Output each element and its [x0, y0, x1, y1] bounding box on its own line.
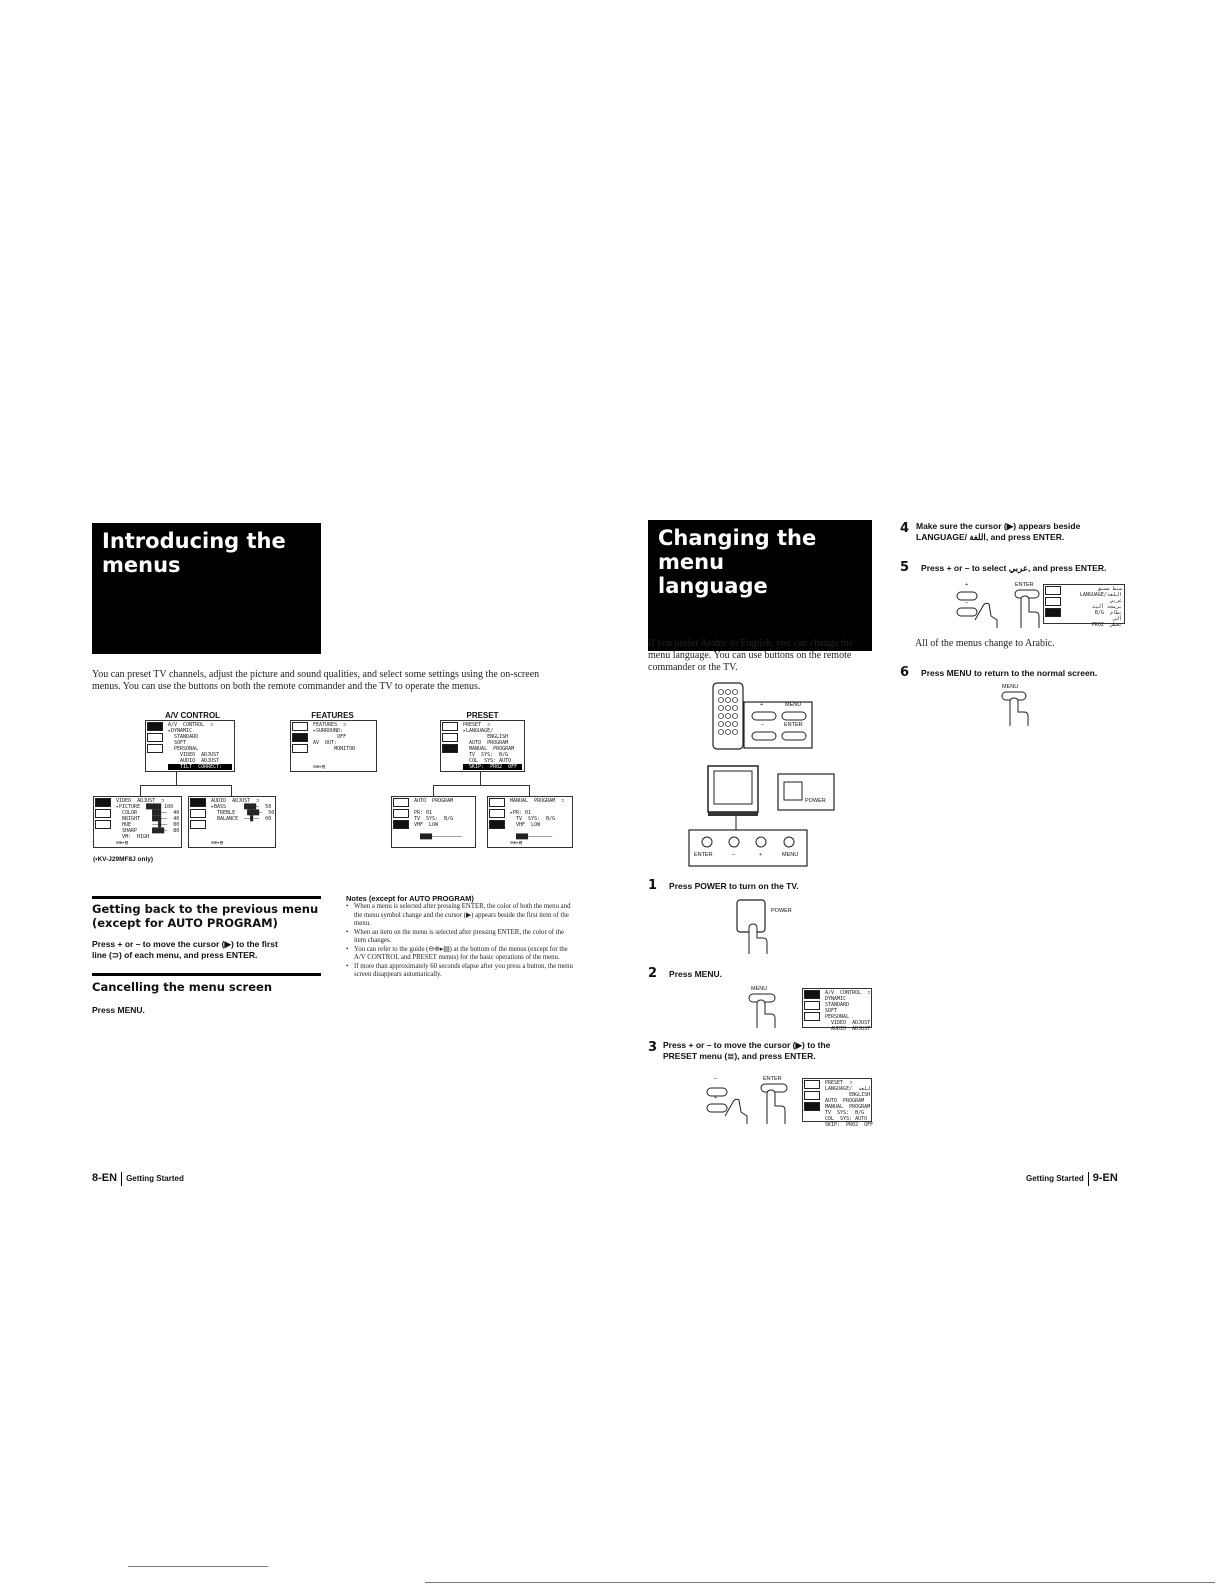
features-icon: [442, 733, 458, 742]
right-intro: [648, 638, 878, 674]
right-title-banner: [648, 520, 872, 651]
menu-title: PRESET ⊃: [463, 722, 491, 728]
label-features: FEATURES: [311, 711, 354, 720]
label-av-control: A/V CONTROL: [164, 711, 221, 720]
menu-video-adjust: [93, 796, 182, 848]
menu-title: ضبط مسبق: [1097, 586, 1122, 592]
preset-icon: [489, 820, 505, 829]
menu-item: ⊖⊕▸▤: [211, 840, 224, 846]
av-control-icon: [190, 798, 206, 807]
menu-title: A/V CONTROL ⊃: [168, 722, 214, 728]
menu-item: LANGUAGE/اللغة: [1079, 592, 1122, 598]
features-icon: [804, 1001, 820, 1010]
menu-item: ▸PR: 01: [510, 810, 532, 816]
features-icon: [489, 809, 505, 818]
bottom-scan-line-right: [425, 1582, 1215, 1583]
section1-body-line2: line (⊃) of each menu, and press ENTER.: [92, 950, 258, 960]
menu-item: TREBLE ████─ 50: [211, 810, 275, 816]
step-6-text: Press MENU to return to the normal screen.: [921, 668, 1098, 678]
menu-lines: [463, 722, 522, 770]
step-4-text-line1: Make sure the cursor (▶) appears beside: [916, 521, 1081, 531]
menu-item: TV SYS: B/G: [825, 1110, 865, 1116]
menu-item: HUE ──█── 00: [116, 822, 180, 828]
preset-icon: [804, 1012, 820, 1021]
menu-lines: [116, 798, 179, 846]
av-control-icon: [95, 798, 111, 807]
menu-item: BALANCE ──█── 00: [211, 816, 272, 822]
step-4-number: 4: [900, 521, 910, 536]
av-control-icon: [804, 1080, 820, 1089]
menu-item: VIDEO ADJUST: [825, 1020, 871, 1026]
menu-title: FEATURES ⊃: [313, 722, 347, 728]
menu-item: VM: HIGH: [116, 834, 150, 840]
step-2-illustration: [745, 986, 785, 1030]
notes-list: [346, 903, 576, 980]
step-4: [900, 521, 1140, 543]
menu-item: AUDIO ADJUST: [168, 758, 220, 764]
av-control-icon: [804, 990, 820, 999]
menu-item: عربي: [1109, 598, 1122, 604]
remote-illustration: [712, 682, 822, 752]
section2-rule: [92, 973, 321, 976]
menu-features: [290, 720, 377, 772]
menu-item: ENGLISH: [825, 1092, 871, 1098]
step-5: [900, 558, 1106, 576]
left-title-banner: [92, 523, 321, 654]
power-button-hand-icon: [735, 898, 775, 956]
step-5-minus-label: –: [965, 600, 969, 606]
menu-item: SKIP: PR02 OFF: [463, 764, 522, 770]
menu-item: OFF: [313, 734, 347, 740]
menu-item: SKIP: PR02 OFF: [825, 1122, 874, 1128]
connector-av-h: [140, 785, 232, 796]
menu-item: LANGUAGE/ اللغة: [825, 1086, 874, 1092]
menu-icon-column: [1045, 586, 1063, 619]
menu-icon-column: [442, 722, 460, 755]
menu-item: ⊖⊕▸▤: [116, 840, 129, 846]
features-icon: [804, 1091, 820, 1100]
menu-item: [414, 840, 473, 846]
step-5-illustration: [955, 582, 1045, 630]
section1-body: [92, 939, 332, 961]
step-1-number: 1: [648, 878, 658, 893]
step-3-text-line2: PRESET menu (≣), and press ENTER.: [663, 1051, 816, 1061]
menu-icon-column: [190, 798, 208, 831]
left-footer: [92, 1172, 184, 1186]
av-control-icon: [147, 722, 163, 731]
tv-plus-label: +: [759, 852, 763, 858]
menu-lines: [211, 798, 273, 846]
menu-title: AUDIO ADJUST ⊃: [211, 798, 260, 804]
note-item: • When a menu is selected after pressing ENTER, the color of both the menu and the menu symbol change and the cursor (▶) appears beside the first item of the menu.: [346, 903, 576, 929]
menu-item: MANUAL PROGRAM: [463, 746, 515, 752]
menu-manual-program: [487, 796, 573, 848]
preset-icon: [292, 744, 308, 753]
remote-menu-label: MENU: [785, 702, 802, 708]
step-3-menu: [802, 1078, 874, 1128]
step-2: [648, 964, 722, 982]
footer-divider: [1088, 1172, 1089, 1186]
step-4-text: [916, 521, 1140, 543]
menu-lines: [1066, 586, 1122, 628]
model-note: (•KV-J29MF8J only): [93, 856, 154, 863]
step-5-text: Press + or – to select عربي, and press ENTER.: [921, 563, 1107, 573]
menu-item: AV OUT:: [313, 740, 338, 746]
menu-item: COLOR ███── 40: [116, 810, 180, 816]
menu-item: AUTO PROGRAM: [825, 1098, 865, 1104]
step-1: [648, 876, 799, 894]
menu-item: ▸PICTURE █████ 100: [116, 804, 174, 810]
step-2-menu-label: MENU: [751, 986, 768, 992]
right-intro-line1: If you prefer Arabic to English, you can change the: [648, 638, 853, 649]
step-5-plus-label: +: [965, 582, 969, 588]
step-3-illustration: [705, 1076, 800, 1126]
step-6-illustration: [1000, 684, 1040, 728]
menu-button-hand-icon: [745, 986, 785, 1030]
notes-block: [346, 894, 576, 980]
menu-lines: [414, 798, 473, 846]
menu-item: VIDEO ADJUST: [168, 752, 220, 758]
menu-item: B/G نظام: [1094, 610, 1122, 616]
remote-enter-label: ENTER: [784, 722, 803, 728]
plus-minus-enter-hand-icon: [955, 582, 1045, 630]
menu-item: AUTO PROGRAM: [463, 740, 509, 746]
right-title-line2: language: [658, 574, 768, 598]
step-6: [900, 663, 1097, 681]
connector-av: [176, 772, 177, 785]
notes-title: Notes (except for AUTO PROGRAM): [346, 894, 474, 903]
menu-item: SOFT: [825, 1008, 838, 1014]
preset-icon: [190, 820, 206, 829]
menu-lines: [510, 798, 570, 846]
connector-preset-h: [433, 785, 530, 796]
menu-item: MONITOR: [313, 746, 356, 752]
menu-item: SHARP ████─ 80: [116, 828, 180, 834]
menu-item: BRIGHT ███── 40: [116, 816, 180, 822]
step-5-after-text: All of the menus change to Arabic.: [915, 638, 1055, 649]
menu-lines: [168, 722, 232, 770]
left-footer-section: Getting Started: [126, 1174, 184, 1184]
tv-illustration: [688, 764, 838, 870]
step-3: [648, 1040, 888, 1062]
label-preset: PRESET: [466, 711, 499, 720]
av-control-icon: [442, 722, 458, 731]
step-2-number: 2: [648, 966, 658, 981]
av-control-icon: [1045, 586, 1061, 595]
note-item: • If more than approximately 60 seconds elapse after you press a button, the menu screen disappears automatically.: [346, 963, 576, 980]
menu-item: TV SYS: B/G: [510, 816, 556, 822]
right-page-number: 9-EN: [1092, 1172, 1118, 1185]
menu-item: STANDARD: [168, 734, 199, 740]
menu-item: آلي: [1112, 616, 1122, 622]
features-icon: [190, 809, 206, 818]
left-title-line2: menus: [102, 553, 181, 577]
step-1-illustration: [735, 898, 805, 956]
menu-item: ▸LANGUAGE/: [463, 728, 494, 734]
remote-minus-label: –: [761, 722, 765, 728]
step-3-plus-label: +: [714, 1095, 718, 1101]
menu-item: ████────────: [510, 834, 553, 840]
step-6-menu-label: MENU: [1002, 684, 1019, 690]
menu-button-hand-icon: [1000, 684, 1040, 728]
step-3-text-line1: Press + or – to move the cursor (▶) to the: [663, 1040, 831, 1050]
preset-icon: [147, 744, 163, 753]
av-control-icon: [489, 798, 505, 807]
preset-icon: [95, 820, 111, 829]
menu-lines: [313, 722, 374, 770]
left-intro-line1: You can preset TV channels, adjust the picture and sound qualities, and select some settings using the on-screen: [92, 669, 540, 680]
menu-item: VHF LOW: [510, 822, 541, 828]
right-footer: [1026, 1172, 1118, 1186]
menu-icon-column: [292, 722, 310, 755]
note-item: • When an item on the menu is selected after pressing ENTER, the color of the item changes.: [346, 929, 576, 946]
menu-item: COL SYS: AUTO: [825, 1116, 868, 1122]
step-3-text: [663, 1040, 888, 1062]
menu-item: DYNAMIC: [825, 996, 847, 1002]
connector-preset: [480, 772, 481, 785]
preset-icon: [442, 744, 458, 753]
bottom-scan-line-left: [128, 1566, 268, 1567]
menu-lines: [825, 990, 869, 1032]
step-5-menu: [1043, 584, 1125, 628]
menu-title: AUTO PROGRAM: [414, 798, 454, 804]
menu-item: SOFT: [168, 740, 187, 746]
menu-lines: [825, 1080, 874, 1128]
menu-title: PRESET ⊃: [825, 1080, 853, 1086]
left-intro: [92, 669, 592, 693]
menu-title: MANUAL PROGRAM ⊃: [510, 798, 565, 804]
left-intro-line2: menus. You can use the buttons on both the remote commander and the TV to operate the menus.: [92, 681, 481, 692]
menu-item: ▸SURROUND:: [313, 728, 344, 734]
menu-item: MANUAL PROGRAM: [825, 1104, 871, 1110]
features-icon: [1045, 597, 1061, 606]
menu-icon-column: [804, 1080, 822, 1113]
section2-body: Press MENU.: [92, 1005, 145, 1015]
menu-auto-program: [391, 796, 476, 848]
tv-minus-label: –: [732, 852, 736, 858]
menu-item: STANDARD: [825, 1002, 850, 1008]
menu-item: VHF LOW: [414, 822, 439, 828]
right-intro-line2: menu language. You can use buttons on the remote: [648, 650, 852, 661]
features-icon: [95, 809, 111, 818]
step-4-text-line2: LANGUAGE/ اللغة, and press ENTER.: [916, 532, 1065, 542]
menu-item: PERSONAL: [825, 1014, 850, 1020]
step-6-number: 6: [900, 665, 910, 680]
step-2-menu: [802, 988, 872, 1032]
remote-plus-label: +: [760, 702, 764, 708]
tv-enter-label: ENTER: [694, 852, 713, 858]
tv-menu-label: MENU: [782, 852, 799, 858]
menu-item: COL SYS: AUTO: [463, 758, 512, 764]
menu-item: TV SYS: B/G: [414, 816, 454, 822]
menu-item: ▸BASS ████─ 50: [211, 804, 272, 810]
menu-icon-column: [489, 798, 507, 831]
menu-icon-column: [95, 798, 113, 831]
menu-item: ENGLISH: [463, 734, 509, 740]
section1-title-line2: (except for AUTO PROGRAM): [92, 916, 278, 930]
menu-item: ⊖⊕▸▤: [510, 840, 523, 846]
av-control-icon: [393, 798, 409, 807]
menu-title: A/V CONTROL ⊃: [825, 990, 871, 996]
menu-item: برمجة آلية: [1091, 604, 1122, 610]
preset-icon: [804, 1102, 820, 1111]
note-item: • You can refer to the guide (⊖⊕▸▤) at the bottom of the menus (except for the A/V CONTROL and PRESET menus) for the basic operations of the menu.: [346, 946, 576, 963]
menu-icon-column: [393, 798, 411, 831]
right-footer-section: Getting Started: [1026, 1174, 1084, 1184]
remote-commander-icon: [712, 682, 822, 752]
menu-item: ████──────────: [414, 834, 463, 840]
av-control-icon: [292, 722, 308, 731]
menu-item: AUDIO ADJUST: [825, 1026, 871, 1032]
step-1-power-label: POWER: [771, 908, 792, 914]
features-icon: [393, 809, 409, 818]
menu-item: TV SYS: B/G: [463, 752, 509, 758]
menu-audio-adjust: [188, 796, 276, 848]
menu-title: VIDEO ADJUST ⊃: [116, 798, 165, 804]
menu-preset: [440, 720, 525, 772]
features-icon: [292, 733, 308, 742]
right-title-line1: Changing the menu: [658, 526, 817, 574]
plus-minus-enter-hand-icon: [705, 1076, 800, 1126]
section1-body-line1: Press + or – to move the cursor (▶) to the first: [92, 939, 278, 949]
step-3-number: 3: [648, 1040, 658, 1055]
preset-icon: [393, 820, 409, 829]
step-1-text: Press POWER to turn on the TV.: [669, 881, 799, 891]
step-5-enter-label: ENTER: [1015, 582, 1034, 588]
left-title-line1: Introducing the: [102, 529, 286, 553]
preset-icon: [1045, 608, 1061, 617]
section2-title: Cancelling the menu screen: [92, 980, 273, 994]
menu-item: TILT CORRECT:: [168, 764, 232, 770]
menu-item: PR02 تخطي: [1091, 622, 1122, 628]
menu-icon-column: [804, 990, 822, 1023]
section1-title-line1: Getting back to the previous menu: [92, 902, 319, 916]
menu-av-control: [145, 720, 235, 772]
features-icon: [147, 733, 163, 742]
right-intro-line3: commander or the TV.: [648, 662, 738, 673]
menu-item: PERSONAL: [168, 746, 199, 752]
step-2-text: Press MENU.: [669, 969, 722, 979]
step-5-number: 5: [900, 560, 910, 575]
menu-item: ▸DYNAMIC: [168, 728, 193, 734]
footer-divider: [121, 1172, 122, 1186]
section1-title: [92, 902, 332, 930]
menu-item: PR: 01: [414, 810, 433, 816]
step-3-enter-label: ENTER: [763, 1076, 782, 1082]
tv-power-label: POWER: [805, 798, 826, 804]
menu-icon-column: [147, 722, 165, 755]
section1-rule: [92, 896, 321, 899]
step-3-minus-label: –: [714, 1076, 718, 1082]
menu-item: ⊖⊕▸▤: [313, 764, 326, 770]
left-page-number: 8-EN: [92, 1172, 118, 1185]
